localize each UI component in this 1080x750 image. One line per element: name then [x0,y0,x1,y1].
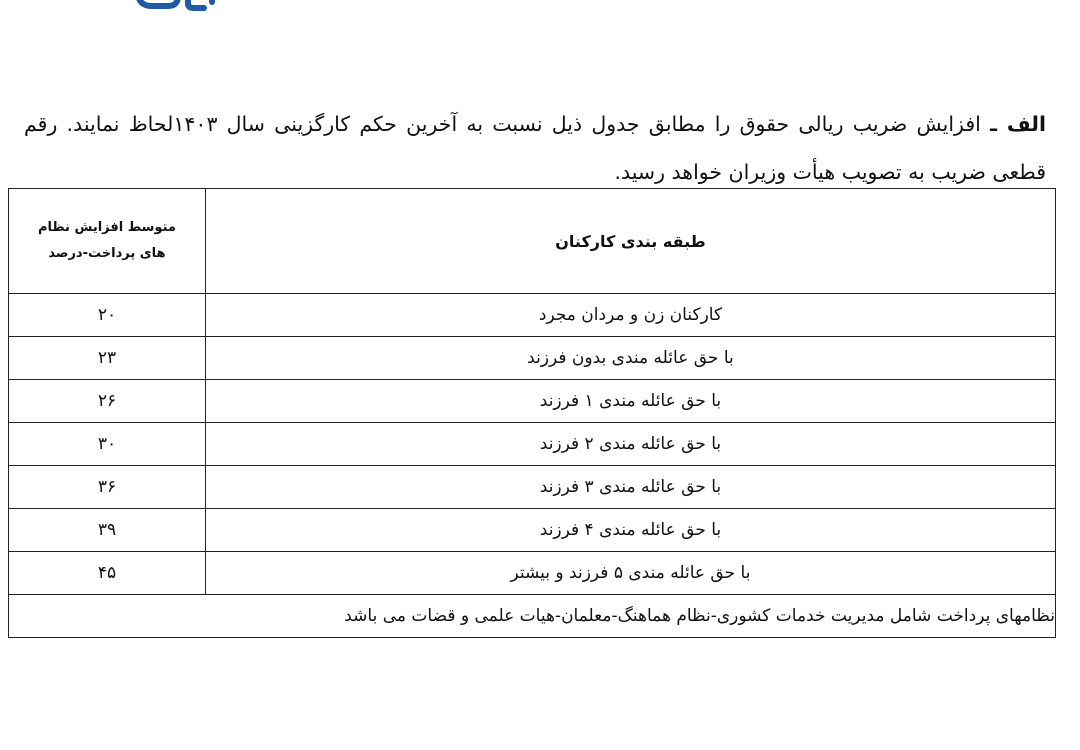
percent-cell: ۲۳ [9,337,206,380]
header-percent: متوسط افزایش نظام های پرداخت-درصد [9,189,206,294]
percent-cell: ۴۵ [9,552,206,595]
table-row [9,380,1056,423]
category-cell: با حق عائله مندی ۵ فرزند و بیشتر [205,552,1055,595]
intro-text: افزایش ضریب ریالی حقوق را مطابق جدول ذیل نسبت به آخرین حکم کارگزینی سال ۱۴۰۳لحاظ نمایند. رقم قطعی ضریب به تصویب هیأت وزیران خواهد رسید. [24,112,1046,184]
category-cell: با حق عائله مندی ۴ فرزند [205,509,1055,552]
percent-cell: ۳۰ [9,423,206,466]
table-row [9,466,1056,509]
category-cell: با حق عائله مندی ۲ فرزند [205,423,1055,466]
table-row [9,294,1056,337]
header-category: طبقه بندی کارکنان [205,189,1055,294]
intro-lead: الف ـ [990,112,1046,136]
table-row [9,509,1056,552]
intro-paragraph [24,100,1046,196]
table-row [9,552,1056,595]
percent-cell: ۲۰ [9,294,206,337]
table-footer-row [9,595,1056,638]
category-cell: با حق عائله مندی ۳ فرزند [205,466,1055,509]
table-row [9,423,1056,466]
percent-cell: ۲۶ [9,380,206,423]
table-row [9,337,1056,380]
category-cell: کارکنان زن و مردان مجرد [205,294,1055,337]
logo-fragment [128,0,288,12]
salary-increase-table [8,188,1056,638]
percent-cell: ۳۶ [9,466,206,509]
category-cell: با حق عائله مندی ۱ فرزند [205,380,1055,423]
category-cell: با حق عائله مندی بدون فرزند [205,337,1055,380]
table-header-row [9,189,1056,294]
percent-cell: ۳۹ [9,509,206,552]
table-footnote: نظامهای پرداخت شامل مدیریت خدمات کشوری-نظام هماهنگ-معلمان-هیات علمی و قضات می باشد [9,595,1056,638]
